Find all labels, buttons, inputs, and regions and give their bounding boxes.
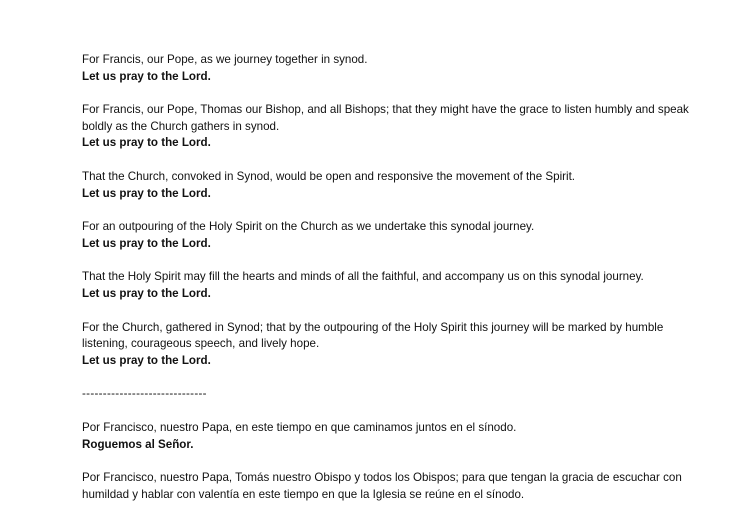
response-text: Let us pray to the Lord. (82, 236, 211, 250)
intercession-en-1 (82, 52, 702, 85)
petition-text: Por Francisco, nuestro Papa, en este tiempo en que caminamos juntos en el sínodo. (82, 420, 517, 434)
petition-text: For an outpouring of the Holy Spirit on the Church as we undertake this synodal journey. (82, 220, 535, 234)
intercession-en-6 (82, 320, 702, 370)
intercession-en-2 (82, 102, 702, 152)
petition-text: For Francis, our Pope, Thomas our Bishop, and all Bishops; that they might have the grace to listen humbly and speak boldly as the Church gathers in synod. (82, 103, 689, 133)
petition-text: Por Francisco, nuestro Papa, Tomás nuestro Obispo y todos los Obispos; para que tengan la gracia de escuchar con humildad y hablar con valentía en este tiempo en que la Iglesia se reúne en el sínodo. (82, 471, 682, 501)
intercession-en-5 (82, 269, 702, 302)
response-text: Let us pray to the Lord. (82, 353, 211, 367)
document-body (82, 52, 702, 520)
intercession-es-1 (82, 420, 702, 453)
intercession-en-4 (82, 219, 702, 252)
response-text: Let us pray to the Lord. (82, 186, 211, 200)
response-text: Roguemos al Señor. (82, 437, 194, 451)
petition-text: For the Church, gathered in Synod; that by the outpouring of the Holy Spirit this journey will be marked by humble listening, courageous speech, and lively hope. (82, 320, 664, 351)
response-text: Let us pray to the Lord. (82, 286, 211, 300)
petition-text: That the Church, convoked in Synod, would be open and responsive the movement of the Spirit. (82, 169, 576, 183)
petition-text: That the Holy Spirit may fill the hearts and minds of all the faithful, and accompany us on this synodal journey. (82, 270, 644, 284)
petition-text: For Francis, our Pope, as we journey together in synod. (82, 53, 368, 66)
intercession-en-3 (82, 169, 702, 202)
response-text: Let us pray to the Lord. (82, 136, 211, 150)
intercession-es-2 (82, 470, 702, 503)
section-divider: ------------------------------ (82, 387, 207, 401)
response-text: Let us pray to the Lord. (82, 69, 211, 83)
